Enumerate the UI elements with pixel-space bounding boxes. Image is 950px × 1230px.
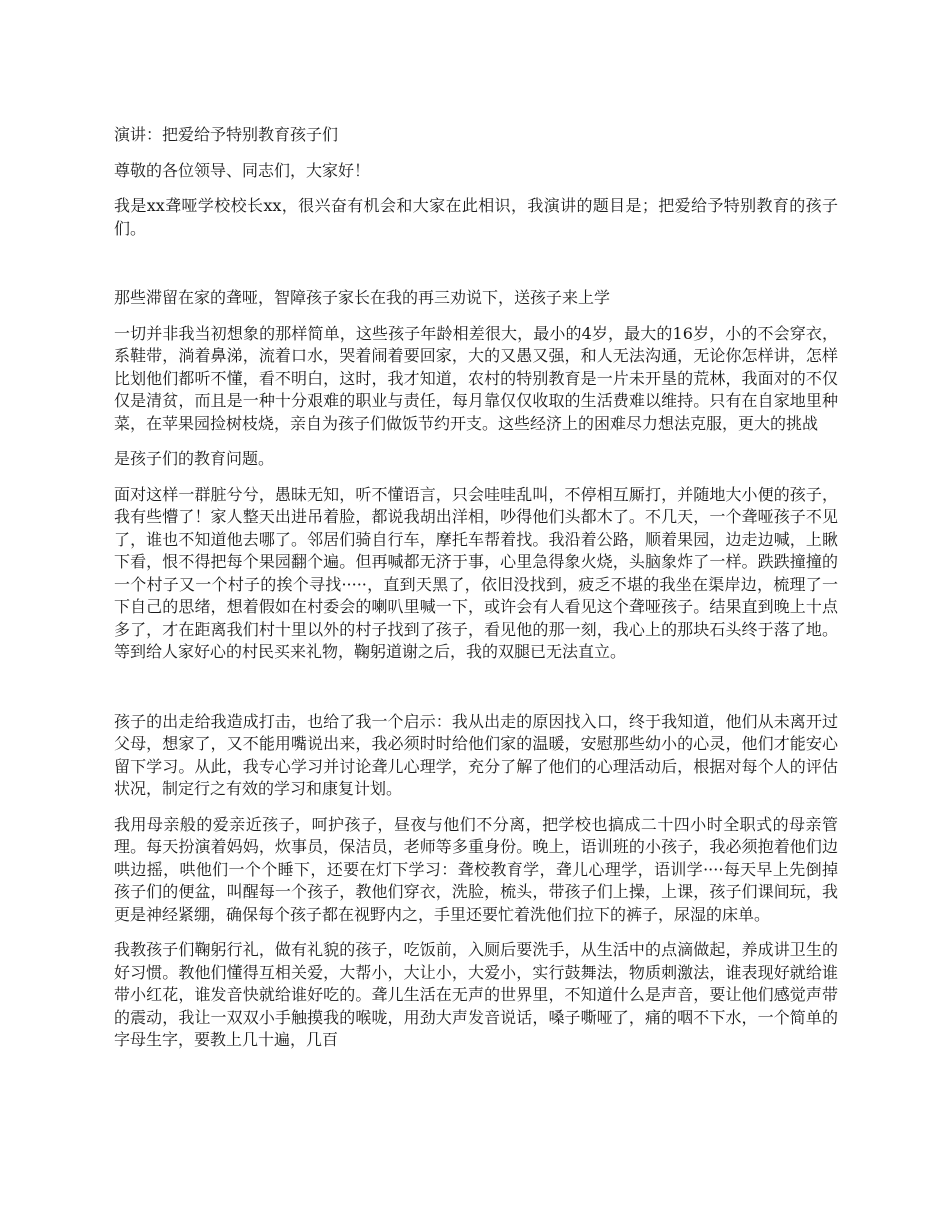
paragraph-mother-care: 我用母亲般的爱亲近孩子，呵护孩子，昼夜与他们不分离，把学校也搞成二十四小时全职式的母亲管理。每天扮演着妈妈，炊事员，保洁员，老师等多重身份。晚上，语训班的小孩子，我必须抱着他们边哄边摇，哄他们一个个睡下，还要在灯下学习：聋校教育学，聋儿心理学，语训学····每天早上先倒掉孩子们的便盆，叫醒每一个孩子，教他们穿衣，洗脸，梳头，带孩子们上操，上课，孩子们课间玩，我更是神经紧绷，确保每个孩子都在视野内之，手里还要忙着洗他们拉下的裤子，尿湿的床单。 xyxy=(114,814,838,924)
document-title: 演讲：把爱给予特别教育孩子们 xyxy=(114,125,339,144)
greeting: 尊敬的各位领导、同志们，大家好！ xyxy=(114,160,371,180)
paragraph-insight: 孩子的出走给我造成打击，也给了我一个启示：我从出走的原因找入口，终于我知道，他们从未离开过父母，想家了，又不能用嘴说出来，我必须时时给他们家的温暖，安慰那些幼小的心灵，他们才能安心留下学习。从此，我专心学习并讨论聋儿心理学，充分了解了他们的心理活动后，根据对每个人的评估状况，制定行之有效的学习和康复计划。 xyxy=(114,711,838,798)
paragraph-lost-child: 面对这样一群脏兮兮，愚昧无知，听不懂语言，只会哇哇乱叫，不停相互厮打，并随地大小便的孩子，我有些懵了！家人整天出进吊着脸，都说我胡出洋相，吵得他们头都木了。不几天，一个聋哑孩子不见了，谁也不知道他去哪了。邻居们骑自行车，摩托车帮着找。我沿着公路，顺着果园，边走边喊，上瞅下看，恨不得把每个果园翻个遍。但再喊都无济于事，心里急得象火烧，头脑象炸了一样。跌跌撞撞的一个村子又一个村子的挨个寻找·····，直到天黑了，依旧没找到，疲乏不堪的我坐在渠岸边，梳理了一下自己的思绪，想着假如在村委会的喇叭里喊一下，或许会有人看见这个聋哑孩子。结果直到晚上十点多了，才在距离我们村十里以外的村子找到了孩子，看见他的那一刻，我心上的那块石头终于落了地。等到给人家好心的村民买来礼物，鞠躬道谢之后，我的双腿已无法直立。 xyxy=(114,484,838,661)
paragraph-intro: 我是xx聋哑学校校长xx，很兴奋有机会和大家在此相识，我演讲的题目是；把爱给予特别教育的孩子们。 xyxy=(114,196,838,238)
spacer xyxy=(114,253,838,287)
paragraph-persuade: 那些滞留在家的聋哑，智障孩子家长在我的再三劝说下，送孩子来上学 xyxy=(114,288,611,307)
paragraph-teaching-manners: 我教孩子们鞠躬行礼，做有礼貌的孩子，吃饭前，入厕后要洗手，从生活中的点滴做起，养成讲卫生的好习惯。教他们懂得互相关爱，大帮小，大让小，大爱小，实行鼓舞法，物质刺激法，谁表现好就给谁带小红花，谁发音快就给谁好吃的。聋儿生活在无声的世界里，不知道什么是声音，要让他们感觉声带的震动，我让一双双小手触摸我的喉咙，用劲大声发音说话，嗓子嘶哑了，痛的咽不下水，一个简单的字母生字，要教上几十遍，几百 xyxy=(114,940,838,1049)
document-body xyxy=(114,124,838,1065)
paragraph-education-problem: 是孩子们的教育问题。 xyxy=(114,449,275,468)
spacer xyxy=(114,677,838,711)
paragraph-difficulty: 一切并非我当初想象的那样简单，这些孩子年龄相差很大，最小的4岁，最大的16岁，小的不会穿衣，系鞋带，淌着鼻涕，流着口水，哭着闹着要回家，大的又愚又强，和人无法沟通，无论你怎样讲，怎样比划他们都听不懂，看不明白，这时，我才知道，农村的特别教育是一片未开垦的荒林，我面对的不仅仅是清贫，而且是一种十分艰难的职业与责任，每月靠仅仅收取的生活费难以维持。只有在自家地里种菜，在苹果园捡树枝烧，亲自为孩子们做饭节约开支。这些经济上的困难尽力想法克服，更大的挑战 xyxy=(114,323,838,433)
